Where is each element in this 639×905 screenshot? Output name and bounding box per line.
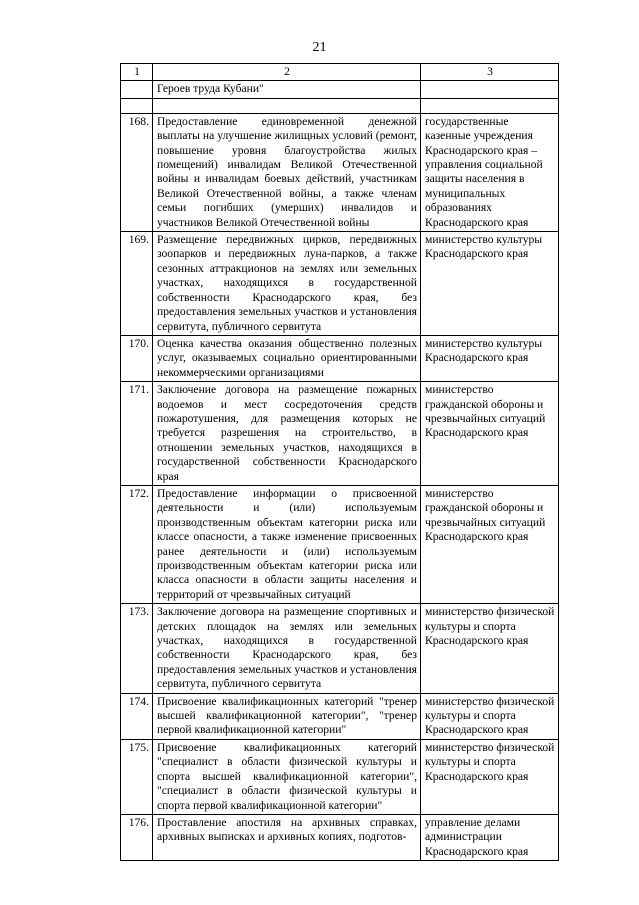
service-name: Героев труда Кубани" xyxy=(153,81,421,98)
responsible-authority: министерство физической культуры и спорта Краснодарского края xyxy=(421,693,559,739)
table-row xyxy=(121,232,559,336)
service-name: Заключение договора на размещение пожарных водоемов и мест сосредоточения средств пожаротушения, для размещения которых не требуется разрешения на строительство, в отношении земельных участков, находящихся в государственной собственности Краснодарского края xyxy=(153,382,421,486)
responsible-authority: министерство гражданской обороны и чрезвычайных ситуаций Краснодарского края xyxy=(421,485,559,603)
services-table-body xyxy=(121,64,559,861)
responsible-authority: министерство физической культуры и спорта Краснодарского края xyxy=(421,604,559,693)
table-row xyxy=(121,693,559,739)
table-row xyxy=(121,113,559,231)
header-col-2: 2 xyxy=(153,64,421,81)
row-number: 175. xyxy=(121,739,153,814)
table-row xyxy=(121,485,559,603)
table-row xyxy=(121,604,559,693)
page-number: 21 xyxy=(312,40,327,55)
table-row-continuation xyxy=(121,81,559,98)
spacer-cell xyxy=(121,98,153,113)
table-row xyxy=(121,335,559,381)
row-number xyxy=(121,81,153,98)
services-table xyxy=(120,63,559,861)
row-number: 171. xyxy=(121,382,153,486)
row-number: 174. xyxy=(121,693,153,739)
row-number: 168. xyxy=(121,113,153,231)
service-name: Предоставление информации о присвоенной деятельности и (или) используемым производственным объектам категории риска или классе опасности, а также изменение присвоенных ранее деятельности и (или) используемым производственным объектам категории риска или класса опасности в области защиты населения и территорий от чрезвычайных ситуаций xyxy=(153,485,421,603)
header-col-3: 3 xyxy=(421,64,559,81)
row-number: 172. xyxy=(121,485,153,603)
table-row xyxy=(121,739,559,814)
table-row xyxy=(121,814,559,860)
header-col-1: 1 xyxy=(121,64,153,81)
service-name: Заключение договора на размещение спортивных и детских площадок на землях или земельных участках, находящихся в государственной собственности Краснодарского края, без предоставления земельных участков и установления сервитута, публичного сервитута xyxy=(153,604,421,693)
service-name: Оценка качества оказания общественно полезных услуг, оказываемых социально ориентированными некоммерческими организациями xyxy=(153,335,421,381)
spacer-cell xyxy=(153,98,421,113)
row-number: 176. xyxy=(121,814,153,860)
service-name: Размещение передвижных цирков, передвижных зоопарков и передвижных луна-парков, а также сезонных аттракционов на землях или земельных участках, находящихся в государственной собственности Краснодарского края, без предоставления земельных участков и установления сервитута, публичного сервитута xyxy=(153,232,421,336)
service-name: Присвоение квалификационных категорий "тренер высшей квалификационной категории", "тренер первой квалификационной категории" xyxy=(153,693,421,739)
service-name: Проставление апостиля на архивных справках, архивных выписках и архивных копиях, подготов- xyxy=(153,814,421,860)
table-header-row xyxy=(121,64,559,81)
responsible-authority: министерство гражданской обороны и чрезвычайных ситуаций Краснодарского края xyxy=(421,382,559,486)
responsible-authority: управление делами администрации Краснодарского края xyxy=(421,814,559,860)
row-number: 173. xyxy=(121,604,153,693)
table-row-spacer xyxy=(121,98,559,113)
responsible-authority: министерство культуры Краснодарского края xyxy=(421,232,559,336)
responsible-authority: министерство культуры Краснодарского края xyxy=(421,335,559,381)
spacer-cell xyxy=(421,98,559,113)
row-number: 170. xyxy=(121,335,153,381)
service-name: Присвоение квалификационных категорий "специалист в области физической культуры и спорта высшей квалификационной категории", "специалист в области физической культуры и спорта первой квалификационной категории" xyxy=(153,739,421,814)
table-row xyxy=(121,382,559,486)
responsible-authority: государственные казенные учреждения Краснодарского края – управления социальной защиты населения в муниципальных образованиях Краснодарского края xyxy=(421,113,559,231)
responsible-authority: министерство физической культуры и спорта Краснодарского края xyxy=(421,739,559,814)
service-name: Предоставление единовременной денежной выплаты на улучшение жилищных условий (ремонт, повышение уровня благоустройства жилых помещений) инвалидам Великой Отечественной войны и инвалидам боевых действий, участникам Великой Отечественной войны, а также членам семьи погибших (умерших) инвалидов и участников Великой Отечественной войны xyxy=(153,113,421,231)
responsible-authority xyxy=(421,81,559,98)
row-number: 169. xyxy=(121,232,153,336)
